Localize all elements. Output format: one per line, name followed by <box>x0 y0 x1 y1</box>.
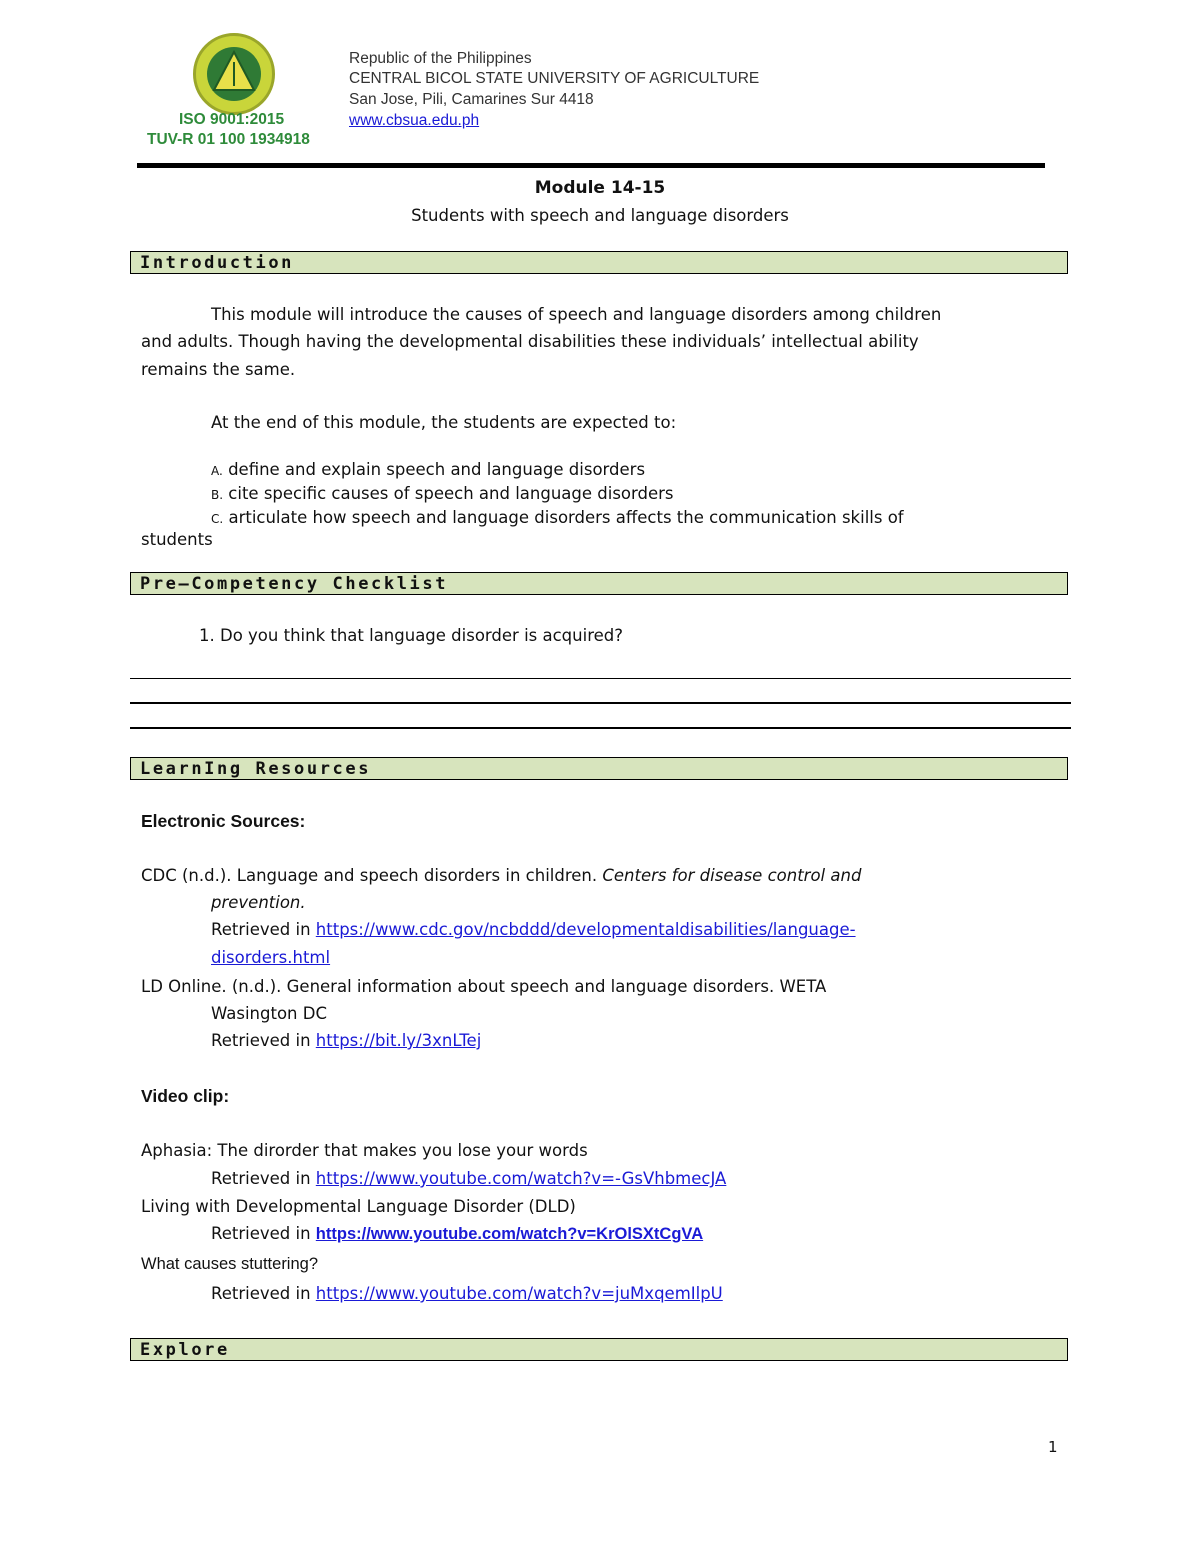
university-name: CENTRAL BICOL STATE UNIVERSITY OF AGRICULTURE <box>349 70 760 87</box>
ld-online-retrieved-line: Retrieved in https://bit.ly/3xnLTej <box>211 1031 482 1050</box>
video-1-link[interactable]: https://www.youtube.com/watch?v=-GsVhbmecJA <box>315 1169 727 1188</box>
video-2-retrieved-line: Retrieved in https://www.youtube.com/watch?v=KrOlSXtCgVA <box>211 1224 704 1243</box>
ld-online-reference-line-2: Wasington DC <box>211 1004 327 1023</box>
video-3-link[interactable]: https://www.youtube.com/watch?v=juMxqemIlpU <box>315 1284 723 1303</box>
iso-certification: ISO 9001:2015 <box>179 111 285 128</box>
cdc-retrieved-line: Retrieved in https://www.cdc.gov/ncbddd/developmentaldisabilities/language- <box>211 920 856 939</box>
checklist-question-1: 1. Do you think that language disorder is acquired? <box>199 626 624 645</box>
university-address: San Jose, Pili, Camarines Sur 4418 <box>349 91 594 108</box>
cdc-reference-line-1: CDC (n.d.). Language and speech disorders in children. Centers for disease control and <box>141 866 862 885</box>
section-heading: Explore <box>140 1340 230 1360</box>
cdc-reference-line-2: prevention. <box>211 893 306 912</box>
video-1-retrieved-line: Retrieved in https://www.youtube.com/watch?v=-GsVhbmecJA <box>211 1169 727 1188</box>
header-rule <box>137 163 1045 168</box>
module-subtitle: Students with speech and language disorders <box>411 206 789 225</box>
section-pre-competency-checklist <box>130 572 1068 595</box>
ld-online-link[interactable]: https://bit.ly/3xnLTej <box>315 1031 482 1050</box>
video-3-title: What causes stuttering? <box>141 1255 319 1273</box>
module-title: Module 14-15 <box>534 178 666 198</box>
video-2-title: Living with Developmental Language Disorder (DLD) <box>141 1197 576 1216</box>
iso-certificate-number: TUV-R 01 100 1934918 <box>147 131 310 148</box>
answer-line-3[interactable] <box>130 727 1071 729</box>
university-seal <box>193 33 275 115</box>
objectives-intro: At the end of this module, the students are expected to: <box>211 413 677 432</box>
section-learning-resources <box>130 757 1068 780</box>
answer-line-1[interactable] <box>130 678 1071 679</box>
electronic-sources-label: Electronic Sources: <box>141 811 306 831</box>
intro-paragraph-line-2: and adults. Though having the developmental disabilities these individuals’ intellectual ability <box>141 332 919 351</box>
website-link[interactable]: www.cbsua.edu.ph <box>349 112 480 129</box>
objective-c: C. articulate how speech and language disorders affects the communication skills of <box>211 508 904 527</box>
video-clip-label: Video clip: <box>141 1086 230 1106</box>
cdc-link[interactable]: https://www.cdc.gov/ncbddd/developmentaldisabilities/language- <box>315 920 856 939</box>
ld-online-reference-line-1: LD Online. (n.d.). General information about speech and language disorders. WETA <box>141 977 827 996</box>
video-2-link[interactable]: https://www.youtube.com/watch?v=KrOlSXtCgVA <box>315 1225 704 1243</box>
intro-paragraph-line-3: remains the same. <box>141 360 296 379</box>
intro-paragraph-line-1: This module will introduce the causes of speech and language disorders among children <box>211 305 942 324</box>
republic-line: Republic of the Philippines <box>349 50 532 67</box>
objective-a: A. define and explain speech and language disorders <box>211 460 646 479</box>
answer-line-2[interactable] <box>130 702 1071 704</box>
section-explore <box>130 1338 1068 1361</box>
section-heading: Pre–Competency Checklist <box>140 574 449 594</box>
video-1-title: Aphasia: The dirorder that makes you lose your words <box>141 1141 588 1160</box>
objective-c-continued: students <box>141 530 213 549</box>
cdc-link-continued[interactable]: disorders.html <box>211 948 331 967</box>
video-3-retrieved-line: Retrieved in https://www.youtube.com/watch?v=juMxqemIlpU <box>211 1284 723 1303</box>
section-heading: Introduction <box>140 253 295 273</box>
objective-b: B. cite specific causes of speech and language disorders <box>211 484 674 503</box>
page-number: 1 <box>1048 1438 1058 1456</box>
section-heading: LearnIng Resources <box>140 759 372 779</box>
section-introduction <box>130 251 1068 274</box>
